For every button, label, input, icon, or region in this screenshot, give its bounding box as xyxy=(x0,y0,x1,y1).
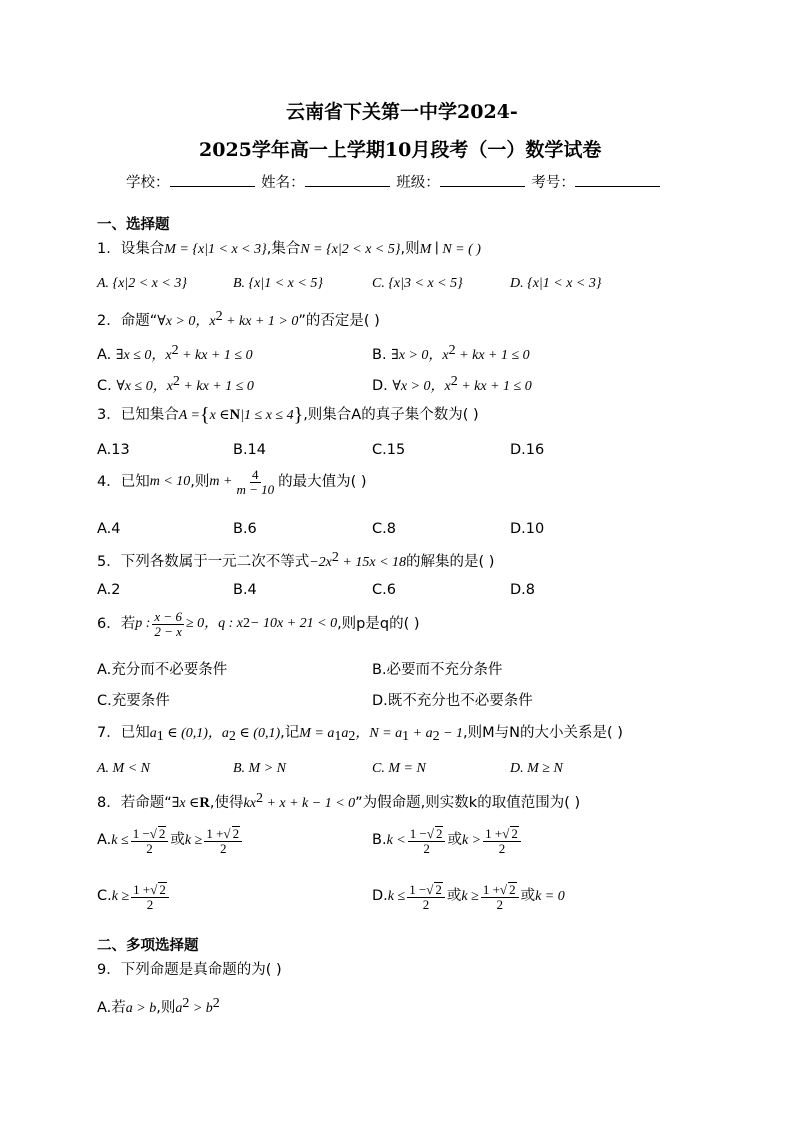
question-7 xyxy=(97,726,623,744)
q7-subscript: 2 xyxy=(432,729,440,744)
q8-radicand: 2 xyxy=(159,882,166,897)
q8-math: k ≤ xyxy=(387,888,406,904)
q2-option-math: ∀x ≤ 0，x xyxy=(116,379,173,394)
q7-subscript: 1 xyxy=(402,729,410,744)
q6-option-c: C.充要条件 xyxy=(97,693,170,709)
q2-option-exponent: 2 xyxy=(450,374,458,389)
q7-math: ，N = a xyxy=(355,726,403,741)
sqrt-icon: √ xyxy=(149,826,157,841)
q8-math: kx xyxy=(243,796,256,811)
q5-option-b: B.4 xyxy=(233,582,257,598)
q6-fraction-den: 2 − x xyxy=(154,623,182,639)
q8-fraction xyxy=(204,826,242,855)
q6-option-a: A.充分而不必要条件 xyxy=(97,662,228,678)
question-1 xyxy=(97,242,481,257)
q9-option-a xyxy=(97,997,220,1016)
q8-denominator: 2 xyxy=(146,840,153,856)
q8-num-text: 1 + xyxy=(485,826,503,841)
q2-option-math: ∀x > 0，x xyxy=(392,379,451,394)
q8-num-text: 1 − xyxy=(132,826,150,841)
q4-text: 已知 xyxy=(120,473,150,490)
sqrt-icon: √ xyxy=(499,882,508,897)
q7-option-c: C. M = N xyxy=(372,761,426,776)
q1-option-d: D. {x|1 < x < 3} xyxy=(510,276,602,291)
q2-option-d xyxy=(372,375,532,394)
q7-math: + a xyxy=(409,726,433,741)
q2-text: 命题“ xyxy=(120,313,158,329)
q3-option-a: A.13 xyxy=(97,442,130,458)
q2-math: ∀x > 0，x xyxy=(157,314,216,329)
q6-math: ≥ 0，q : x xyxy=(185,616,244,632)
q2-math: + kx + 1 > 0 xyxy=(222,314,299,329)
q4-option-c: C.8 xyxy=(372,521,396,537)
q1-option-b: B. {x|1 < x < 5} xyxy=(233,276,323,291)
q7-option-a: A. M < N xyxy=(97,761,150,776)
q7-text: ,记 xyxy=(280,725,300,741)
q4-fraction-num: 4 xyxy=(252,467,259,482)
q5-number: 5． xyxy=(97,554,121,570)
q7-option-d: D. M ≥ N xyxy=(510,761,563,776)
question-8 xyxy=(97,792,580,811)
q8-fraction xyxy=(131,882,169,911)
q8-num-text: 1 + xyxy=(206,826,224,841)
q6-text: 若 xyxy=(120,615,136,632)
q3-math: |1 ≤ x ≤ 4 xyxy=(240,408,294,423)
q3-text: 已知集合 xyxy=(120,407,179,423)
q4-math: m < 10 xyxy=(149,474,191,490)
q6-math: − 10x + 21 < 0 xyxy=(250,616,338,632)
q3-option-d: D.16 xyxy=(510,442,545,458)
school-label: 学校： xyxy=(126,175,170,191)
q8-math: k ≥ xyxy=(461,888,479,904)
q6-text: ,则p是q的( ) xyxy=(337,615,420,632)
q2-option-exponent: 2 xyxy=(448,343,456,358)
q8-option-d xyxy=(372,882,565,911)
q3-option-b: B.14 xyxy=(233,442,267,458)
q1-math-m: M = {x|1 < x < 3} xyxy=(164,242,267,257)
q6-number: 6． xyxy=(97,615,121,632)
q8-fraction xyxy=(131,826,169,855)
q5-option-d: D.8 xyxy=(510,582,535,598)
q8-fraction xyxy=(408,826,446,855)
q3-brace-right: } xyxy=(293,404,304,426)
q8-text: 若命题“ xyxy=(120,795,172,811)
q6-option-b: B.必要而不充分条件 xyxy=(372,662,503,678)
q5-text: 的解集的是( ) xyxy=(406,554,495,570)
q7-number: 7． xyxy=(97,725,121,741)
class-label: 班级： xyxy=(396,175,440,191)
q8-num-text: 1 + xyxy=(482,882,500,897)
q4-number: 4． xyxy=(97,473,121,490)
q2-option-label: C. xyxy=(97,378,112,394)
q1-option-c: C. {x|3 < x < 5} xyxy=(372,276,463,291)
section-2-heading: 二、多项选择题 xyxy=(97,938,199,954)
sqrt-icon: √ xyxy=(426,882,434,897)
q5-option-c: C.6 xyxy=(372,582,396,598)
q2-option-math: + kx + 1 ≤ 0 xyxy=(179,379,254,394)
q8-num-text: 1 + xyxy=(133,882,151,897)
q8-denominator: 2 xyxy=(498,840,506,856)
q5-option-a: A.2 xyxy=(97,582,121,598)
name-blank xyxy=(305,172,390,187)
q8-radicand: 2 xyxy=(158,826,166,841)
q8-math: k > xyxy=(461,832,482,848)
q1-math-result: M ∣ N = ( ) xyxy=(419,242,481,257)
q8-or: 或 xyxy=(520,888,536,905)
q2-option-label: D. xyxy=(372,378,388,394)
q8-real-numbers: R xyxy=(199,795,210,811)
title-line-2: 2025学年高一上学期10月段考（一）数学试卷 xyxy=(199,139,602,161)
q7-math: ∈ (0,1) xyxy=(235,726,281,741)
q2-option-math: + kx + 1 ≤ 0 xyxy=(455,348,530,363)
class-blank xyxy=(440,172,525,187)
q3-natural-numbers: N xyxy=(229,407,241,423)
q4-option-a: A.4 xyxy=(97,521,121,537)
q3-brace-left: { xyxy=(199,404,210,426)
q8-denominator: 2 xyxy=(496,896,503,912)
question-4 xyxy=(97,468,367,496)
q7-math: ∈ (0,1)，a xyxy=(163,726,229,741)
question-6 xyxy=(97,610,420,638)
id-blank xyxy=(575,172,660,187)
q7-math: − 1 xyxy=(439,726,464,741)
q9-text: ,则 xyxy=(156,1000,176,1016)
q5-text: 下列各数属于一元二次不等式 xyxy=(120,554,310,570)
q4-option-d: D.10 xyxy=(510,521,545,537)
q7-math: a xyxy=(341,726,349,741)
sqrt-icon: √ xyxy=(223,826,231,841)
q8-fraction xyxy=(481,882,519,911)
q2-option-exponent: 2 xyxy=(171,343,179,358)
q9-exponent: 2 xyxy=(182,996,190,1011)
q8-math: k ≤ xyxy=(111,832,129,848)
q8-or: 或 xyxy=(447,832,462,849)
q8-exponent: 2 xyxy=(255,791,263,806)
q4-fraction-den: m − 10 xyxy=(236,481,275,497)
sqrt-icon: √ xyxy=(502,826,510,841)
q8-fraction xyxy=(483,826,521,855)
q8-math: k < xyxy=(386,832,406,848)
q1-text: 设集合 xyxy=(120,241,165,257)
q6-fraction-num: x − 6 xyxy=(154,609,182,624)
q2-option-label: B. xyxy=(372,347,387,363)
q2-option-exponent: 2 xyxy=(172,374,180,389)
q8-or: 或 xyxy=(170,832,185,849)
q7-subscript: 2 xyxy=(348,729,356,744)
q1-number: 1． xyxy=(97,241,121,257)
q8-or: 或 xyxy=(446,888,462,905)
q4-option-b: B.6 xyxy=(233,521,257,537)
q8-option-label: C. xyxy=(97,888,112,905)
q6-fraction xyxy=(152,610,184,638)
q8-number: 8． xyxy=(97,795,121,811)
title-line-1: 云南省下关第一中学2024- xyxy=(286,101,518,123)
id-label: 考号： xyxy=(531,175,575,191)
q7-math: M = a xyxy=(299,726,335,741)
name-label: 姓名： xyxy=(261,175,305,191)
q5-math: −2x xyxy=(309,555,332,570)
q8-option-a xyxy=(97,826,244,855)
q9-math: a > b xyxy=(125,1001,157,1016)
q9-exponent: 2 xyxy=(212,996,220,1011)
q8-option-label: A. xyxy=(97,832,112,849)
q2-option-c xyxy=(97,375,254,394)
q5-math: + 15x < 18 xyxy=(338,555,407,570)
school-blank xyxy=(170,172,255,187)
q8-math: k ≥ xyxy=(184,832,203,848)
q8-denominator: 2 xyxy=(423,840,430,856)
q8-num-text: 1 − xyxy=(409,826,427,841)
q9-number: 9． xyxy=(97,962,121,978)
q8-math: k = 0 xyxy=(535,888,565,904)
question-3 xyxy=(97,405,479,425)
q3-number: 3． xyxy=(97,407,121,423)
q2-option-math: ∃x > 0，x xyxy=(391,348,449,363)
q7-text: 已知 xyxy=(120,725,150,741)
q2-option-math: ∃x ≤ 0，x xyxy=(115,348,172,363)
q8-math: + x + k − 1 < 0 xyxy=(262,796,356,811)
q2-option-math: + kx + 1 ≤ 0 xyxy=(457,379,532,394)
question-9 xyxy=(97,963,282,978)
q1-text: ,则 xyxy=(400,241,420,257)
q8-denominator: 2 xyxy=(422,896,430,912)
q8-option-label: B. xyxy=(372,832,387,849)
q7-math: a xyxy=(149,726,157,741)
q5-exponent: 2 xyxy=(331,550,339,565)
question-2 xyxy=(97,310,380,329)
q4-text: 的最大值为( ) xyxy=(278,473,367,490)
q2-text: ”的否定是( ) xyxy=(298,313,380,329)
q1-option-a: A. {x|2 < x < 3} xyxy=(97,276,187,291)
q8-denominator: 2 xyxy=(146,896,154,912)
q7-option-b: B. M > N xyxy=(233,761,286,776)
q3-math: x ∈ xyxy=(209,408,230,423)
q8-math: ∃x ∈ xyxy=(171,796,200,811)
q2-option-a xyxy=(97,344,253,363)
sqrt-icon: √ xyxy=(150,882,158,897)
q4-math: m + xyxy=(209,474,233,490)
q7-subscript: 1 xyxy=(156,729,164,744)
q8-math: k ≥ xyxy=(111,888,130,904)
q8-fraction xyxy=(407,882,445,911)
q9-math: a xyxy=(175,1001,183,1016)
question-5 xyxy=(97,551,494,570)
q3-math: A = xyxy=(178,408,200,423)
q6-exponent: 2 xyxy=(243,616,251,632)
q8-text: ,使得 xyxy=(209,795,244,811)
section-1-heading: 一、选择题 xyxy=(97,217,170,233)
q2-exponent: 2 xyxy=(215,309,223,324)
q8-denominator: 2 xyxy=(219,840,227,856)
q8-radicand: 2 xyxy=(232,826,240,841)
q2-option-math: + kx + 1 ≤ 0 xyxy=(178,348,253,363)
sqrt-icon: √ xyxy=(426,826,434,841)
q4-fraction xyxy=(234,468,276,496)
q8-radicand: 2 xyxy=(435,882,442,897)
q8-radicand: 2 xyxy=(435,826,443,841)
q1-math-n: N = {x|2 < x < 5} xyxy=(300,242,401,257)
q3-text: ,则集合A的真子集个数为( ) xyxy=(303,407,479,423)
q8-radicand: 2 xyxy=(509,882,516,897)
q8-option-c xyxy=(97,882,171,911)
q3-option-c: C.15 xyxy=(372,442,406,458)
q1-text: ,集合 xyxy=(266,241,301,257)
q8-text: ”为假命题,则实数k的取值范围为( ) xyxy=(355,795,581,811)
q9-math: > b xyxy=(189,1001,213,1016)
q8-option-b xyxy=(372,826,523,855)
q2-number: 2． xyxy=(97,313,121,329)
q7-subscript: 2 xyxy=(228,729,236,744)
q7-text: ,则M与N的大小关系是( ) xyxy=(463,725,623,741)
q6-math: p : xyxy=(135,616,151,632)
q7-subscript: 1 xyxy=(334,729,342,744)
q2-option-label: A. xyxy=(97,347,112,363)
q6-option-d: D.既不充分也不必要条件 xyxy=(372,693,533,709)
q2-option-b xyxy=(372,344,530,363)
q8-num-text: 1 − xyxy=(409,882,427,897)
q9-text: 下列命题是真命题的为( ) xyxy=(120,962,282,978)
q4-text: ,则 xyxy=(190,473,210,490)
q8-radicand: 2 xyxy=(511,826,518,841)
q8-option-label: D. xyxy=(372,888,388,905)
info-fields xyxy=(126,172,662,191)
q9-option-label: A.若 xyxy=(97,1000,126,1016)
